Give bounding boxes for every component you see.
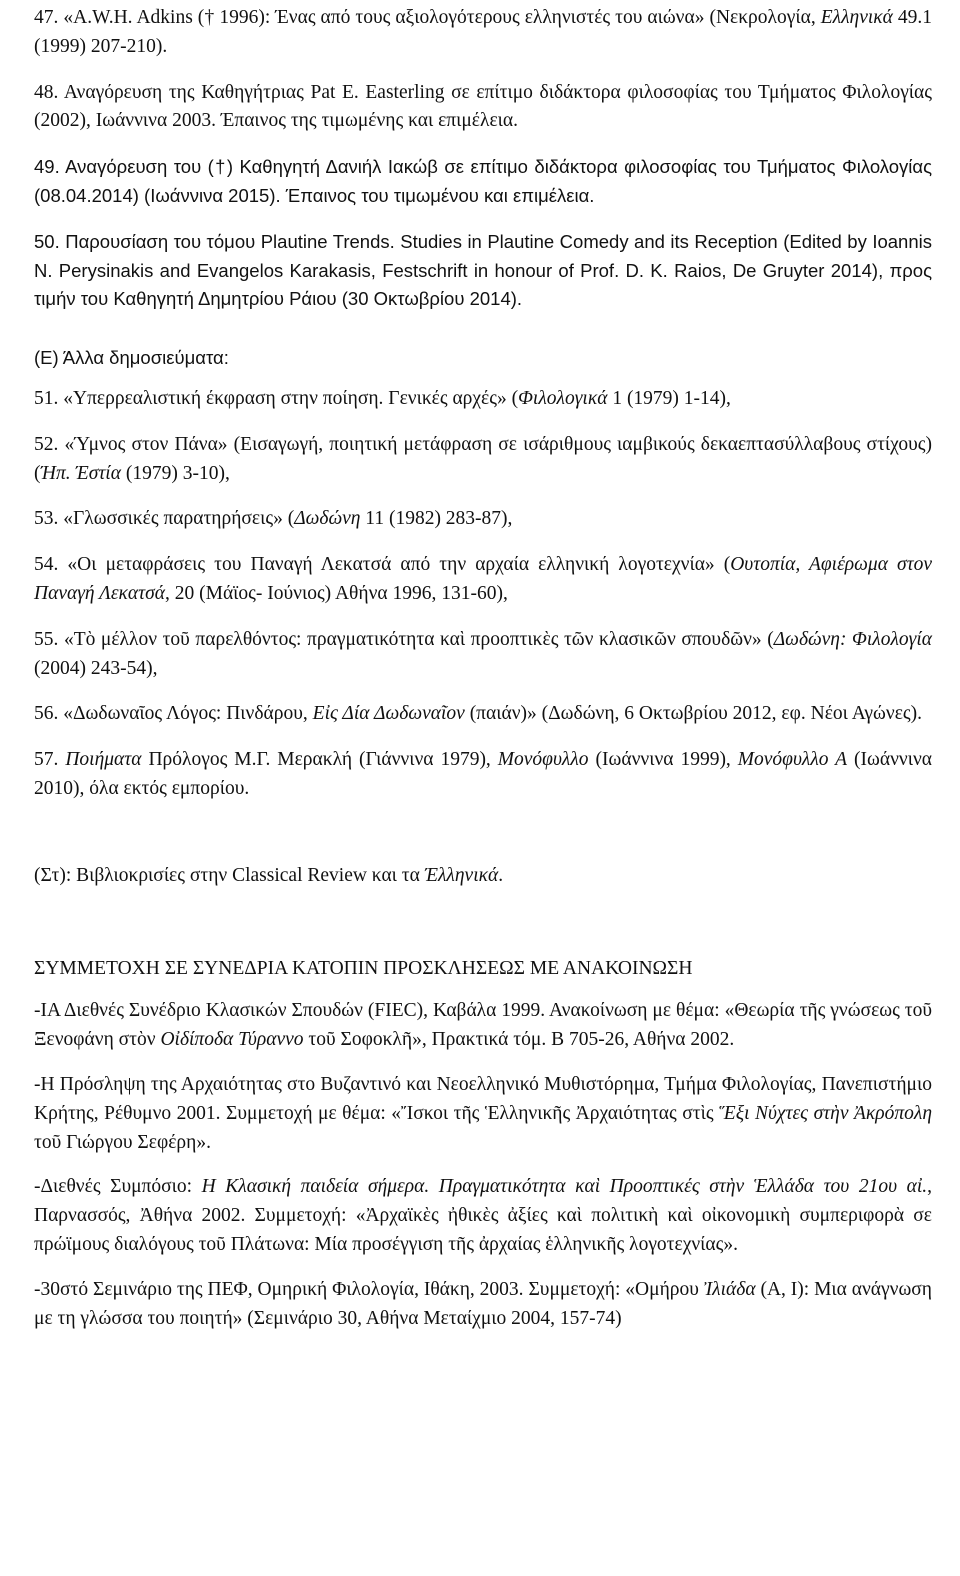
conferences-heading: ΣΥΜΜΕΤΟΧΗ ΣΕ ΣΥΝΕΔΡΙΑ ΚΑΤΟΠΙΝ ΠΡΟΣΚΛΗΣΕΩΣ ΜΕ ΑΝΑΚΟΙΝΩΣΗ: [34, 957, 693, 979]
entry-57-title-2: Μονόφυλλο: [497, 749, 589, 771]
entry-54: [34, 551, 932, 609]
entry-52-text-2: (1979) 3-10),: [120, 462, 230, 484]
section-st-text: (Στ): Βιβλιοκρισίες στην Classical Review και τα: [34, 864, 425, 886]
entry-54-text: 54. «Οι μεταφράσεις του Παναγή Λεκατσά από την αρχαία ελληνική λογοτεχνία» (: [34, 554, 731, 576]
entry-50: 50. Παρουσίαση του τόμου Plautine Trends. Studies in Plautine Comedy and its Reception (Edited by Ioannis N. Perysinakis and Evangelos Karakasis, Festschrift in honour of Prof. D. K. Raios, De Gruyter 2014), προς τιμήν του Καθηγητή Δημητρίου Ράιου (30 Οκτωβρίου 2014).: [34, 230, 932, 310]
entry-53: [34, 505, 932, 534]
entry-57: [34, 746, 932, 804]
conference-2-title: Ἕξι Νύχτες στὴν Ἀκρόπολη: [719, 1102, 932, 1124]
entry-57-text: 57.: [34, 749, 66, 771]
conference-1-text-2: τοῦ Σοφοκλῆ», Πρακτικά τόμ. Β 705-26, Αθήνα 2002.: [303, 1029, 735, 1051]
conference-3-text-2: , Παρνασσός, Ἀθήνα 2002. Συμμετοχή: «Ἀρχαϊκὲς ἠθικὲς ἀξίες καὶ πολιτικὴ καὶ οἰκονομικὴ συμπεριφορὰ σε πρώϊμους διαλόγους τοῦ Πλάτωνα: Μία προσέγγιση τῆς ἀρχαίας ἑλληνικῆς λογοτεχνίας».: [34, 1176, 932, 1255]
entry-56-title: Εἰς Δία Δωδωναῖον: [312, 703, 465, 725]
entry-56: [34, 700, 932, 729]
entry-57-text-3: (Ιωάννινα 1999),: [588, 749, 738, 771]
entry-52-journal: Ήπ. Έστία: [40, 462, 121, 484]
entry-47-text: 47. «A.W.H. Adkins (: [34, 7, 205, 28]
conference-1: [34, 997, 932, 1055]
conference-2-text-2: τοῦ Γιώργου Σεφέρη».: [34, 1131, 211, 1153]
entry-57-text-4: (Ιωάννινα 2010), όλα εκτός εμπορίου.: [34, 749, 933, 799]
entry-53-journal: Δωδώνη: [294, 508, 361, 530]
section-st: [34, 862, 932, 891]
conference-4-text: -30στό Σεμινάριο της ΠΕΦ, Ομηρική Φιλολογία, Ιθάκη, 2003. Συμμετοχή: «Ομήρου: [34, 1278, 704, 1300]
section-st-journal: Έλληνικά: [424, 864, 499, 886]
dagger-symbol: †: [204, 7, 215, 28]
conference-3-title: Η Κλασική παιδεία σήμερα. Πραγματικότητα καὶ Προοπτικές στὴν Ἑλλάδα του 21ου αἰ.: [201, 1176, 928, 1198]
entry-49-text-2: ) Καθηγητή Δανιήλ Ιακώβ σε επίτιμο διδάκτορα φιλοσοφίας του Τμήματος Φιλολογίας (08.04.2014) (Ιωάννινα 2015). Έπαινος του τιμωμένου και επιμέλεια.: [34, 156, 932, 206]
conference-2: [34, 1071, 932, 1157]
entry-55-journal: Δωδώνη: Φιλολογία: [773, 628, 932, 650]
conference-1-text: -ΙΑ Διεθνές Συνέδριο Κλασικών Σπουδών (FIEC), Καβάλα 1999. Ανακοίνωση με θέμα: «Θεωρία τῆς γνώσεως τοῦ Ξενοφάνη στὸν: [34, 1000, 932, 1051]
entry-54-text-2: , 20 (Μάϊος- Ιούνιος) Αθήνα 1996, 131-60),: [164, 582, 508, 604]
entry-56-text: 56. «Δωδωναῖος Λόγος: Πινδάρου,: [34, 703, 313, 725]
conference-2-text: -Η Πρόσληψη της Αρχαιότητας στο Βυζαντινό και Νεοελληνικό Μυθιστόρημα, Τμήμα Φιλολογίας, Πανεπιστήμιο Κρήτης, Ρέθυμνο 2001. Συμμετοχή με θέμα: «Ἴσκοι τῆς Ἑλληνικῆς Ἀρχαιότητας στὶς: [34, 1073, 932, 1124]
entry-49-text: 49. Αναγόρευση του (: [34, 156, 214, 178]
entry-57-text-2: Πρόλογος Μ.Γ. Μερακλή (Γιάννινα 1979),: [141, 749, 498, 771]
entry-51-text-2: 1 (1979) 1-14),: [607, 387, 731, 409]
section-e-heading: (Ε) Άλλα δημοσιεύματα:: [34, 347, 229, 369]
entry-57-title-1: Ποιήματα: [65, 749, 142, 771]
section-st-text-2: .: [498, 864, 504, 886]
entry-51: [34, 385, 932, 414]
entry-52-text: 52. «Ύμνος στον Πάνα» (Εισαγωγή, ποιητική μετάφραση σε ισάριθμους ιαμβικούς δεκαεπτασύλλαβους στίχους) (: [34, 433, 932, 484]
entry-51-journal: Φιλολογικά: [518, 387, 608, 409]
entry-49: [34, 153, 932, 211]
entry-47-text-3: 49.1 (1999) 207-210).: [34, 7, 933, 57]
entry-47-text-2: 1996): Ένας από τους αξιολογότερους ελληνιστές του αιώνα» (Νεκρολογία,: [214, 7, 821, 28]
entry-48: 48. Αναγόρευση της Καθηγήτριας Pat E. Easterling σε επίτιμο διδάκτορα φιλοσοφίας του Τμήματος Φιλολογίας (2002), Ιωάννινα 2003. Έπαινος της τιμωμένης και επιμέλεια.: [34, 81, 932, 132]
entry-57-title-3: Μονόφυλλο Α: [737, 749, 848, 771]
conference-4: [34, 1276, 932, 1334]
entry-55-text: 55. «Τὸ μέλλον τοῦ παρελθόντος: πραγματικότητα καὶ προοπτικὲς τῶν κλασικῶν σπουδῶν» (: [34, 628, 774, 650]
entry-55-text-2: (2004) 243-54),: [34, 657, 158, 679]
entry-47: [34, 4, 932, 62]
conference-3: [34, 1173, 932, 1259]
entry-53-text: 53. «Γλωσσικές παρατηρήσεις» (: [34, 508, 295, 530]
entry-51-text: 51. «Υπερρεαλιστική έκφραση στην ποίηση. Γενικές αρχές» (: [34, 387, 519, 409]
conference-3-text: -Διεθνές Συμπόσιο:: [34, 1176, 202, 1198]
entry-56-text-2: (παιάν)» (Δωδώνη, 6 Οκτωβρίου 2012, εφ. Νέοι Αγώνες).: [464, 703, 922, 725]
entry-47-journal: Ελληνικά: [820, 7, 893, 28]
conference-4-title: Ἰλιάδα: [703, 1278, 756, 1300]
conference-1-title: Οἰδίποδα Τύραννο: [160, 1029, 304, 1051]
entry-55: [34, 626, 932, 684]
entry-54-journal: Ουτοπία, Αφιέρωμα στον Παναγή Λεκατσά: [34, 554, 932, 604]
conference-4-text-2: (Α, Ι): Μια ανάγνωση με τη γλώσσα του ποιητή» (Σεμινάριο 30, Αθήνα Μεταίχμιο 2004, 157-74): [34, 1278, 932, 1329]
dagger-symbol: †: [213, 156, 227, 178]
entry-52: [34, 431, 932, 489]
entry-53-text-2: 11 (1982) 283-87),: [360, 508, 513, 530]
